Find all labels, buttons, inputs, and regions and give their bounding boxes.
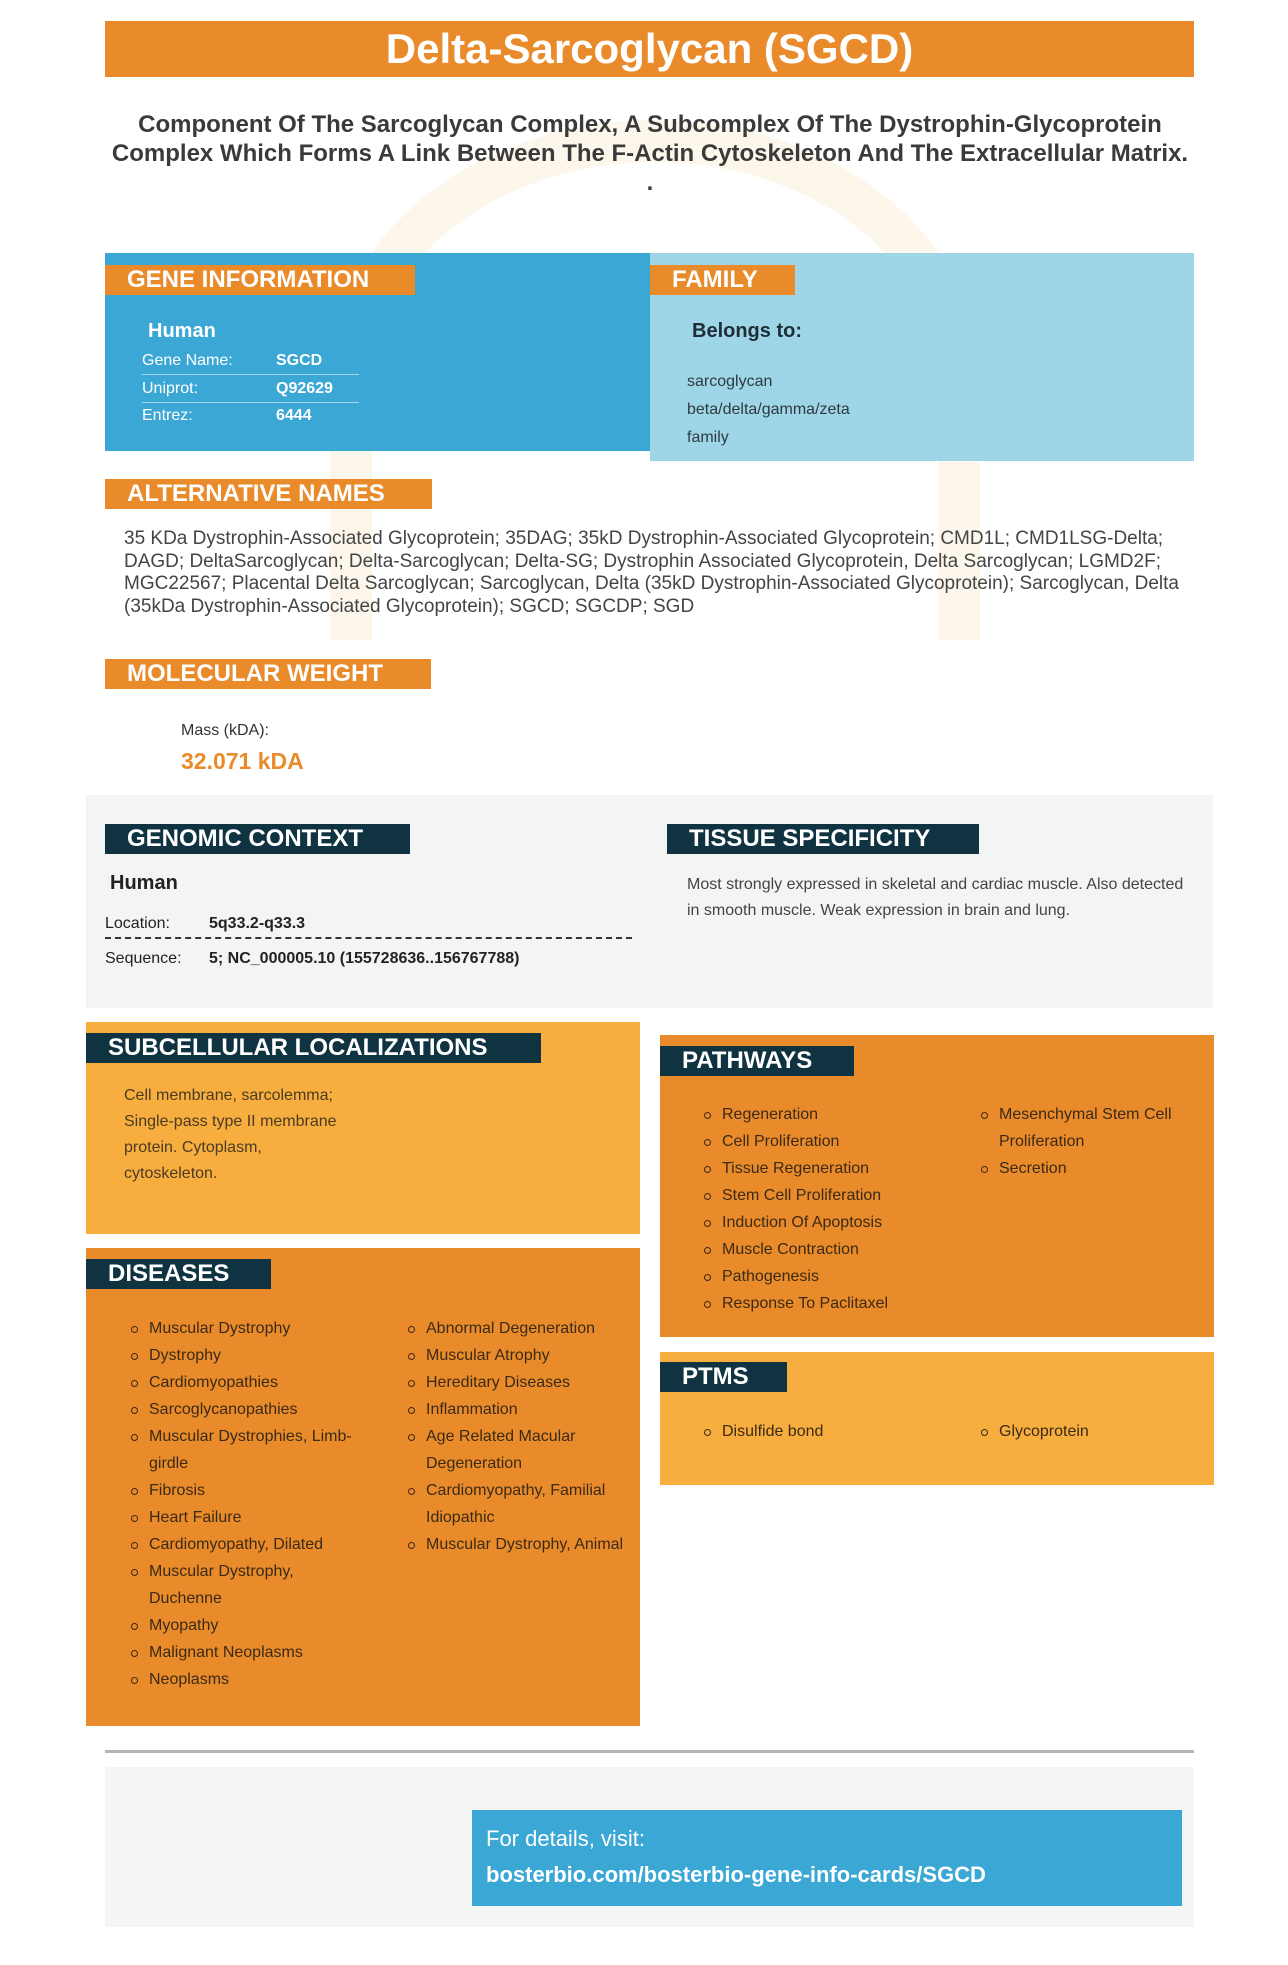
list-item: Cardiomyopathies bbox=[129, 1369, 359, 1396]
page-title: Delta-Sarcoglycan (SGCD) bbox=[105, 21, 1194, 77]
list-item: Response To Paclitaxel bbox=[702, 1290, 942, 1317]
list-item: Neoplasms bbox=[129, 1666, 359, 1693]
diseases-list-col1 bbox=[129, 1315, 359, 1693]
list-item: Abnormal Degeneration bbox=[406, 1315, 636, 1342]
list-item: Muscular Dystrophies, Limb-girdle bbox=[129, 1423, 359, 1477]
location-row bbox=[105, 909, 632, 939]
sequence-label: Sequence: bbox=[105, 950, 182, 967]
list-item: Cardiomyopathy, Familial Idiopathic bbox=[406, 1477, 636, 1531]
mass-value: 32.071 kDA bbox=[181, 748, 304, 774]
gene-name-value: SGCD bbox=[276, 352, 323, 369]
alternative-names-text: 35 KDa Dystrophin-Associated Glycoprotein; 35DAG; 35kD Dystrophin-Associated Glycoprotein; CMD1L; CMD1LSG-Delta; DAGD; DeltaSarcoglycan; Delta-Sarcoglycan; Delta-SG; Dystrophin Associated Glycoprotein, Delta Sarcoglycan; LGMD2F; MGC22567; Placental Delta Sarcoglycan; Sarcoglycan, Delta (35kD Dystrophin-Associated Glycoprotein); Sarcoglycan, Delta (35kDa Dystrophin-Associated Glycoprotein); SGCD; SGCDP; SGD bbox=[124, 528, 1179, 617]
gene-species: Human bbox=[148, 320, 216, 342]
list-item: Glycoprotein bbox=[979, 1418, 1199, 1445]
list-item: Induction Of Apoptosis bbox=[702, 1209, 942, 1236]
diseases-heading: DISEASES bbox=[86, 1259, 271, 1289]
family-belongs-label: Belongs to: bbox=[692, 320, 802, 342]
list-item: Cardiomyopathy, Dilated bbox=[129, 1531, 359, 1558]
gene-name-row bbox=[142, 347, 359, 375]
family-value: sarcoglycan beta/delta/gamma/zeta family bbox=[687, 373, 850, 446]
list-item: Tissue Regeneration bbox=[702, 1155, 942, 1182]
list-item: Stem Cell Proliferation bbox=[702, 1182, 942, 1209]
page-subtitle: Component Of The Sarcoglycan Complex, A Subcomplex Of The Dystrophin-Glycoprotein Complex Which Forms A Link Between The F-Actin Cytoskeleton And The Extracellular Matrix. . bbox=[111, 111, 1189, 196]
diseases-list-col2 bbox=[406, 1315, 636, 1558]
list-item: Cell Proliferation bbox=[702, 1128, 942, 1155]
tissue-specificity-text: Most strongly expressed in skeletal and cardiac muscle. Also detected in smooth muscle. Weak expression in brain and lung. bbox=[687, 876, 1184, 919]
alternative-names-heading: ALTERNATIVE NAMES bbox=[105, 479, 432, 509]
location-label: Location: bbox=[105, 915, 170, 932]
uniprot-row bbox=[142, 375, 359, 403]
family-heading: FAMILY bbox=[650, 265, 795, 295]
list-item: Fibrosis bbox=[129, 1477, 359, 1504]
pathways-list-col1 bbox=[702, 1101, 942, 1317]
gene-information-heading: GENE INFORMATION bbox=[105, 265, 415, 295]
mass-label: Mass (kDA): bbox=[181, 722, 269, 739]
entrez-label: Entrez: bbox=[142, 407, 193, 424]
list-item: Heart Failure bbox=[129, 1504, 359, 1531]
list-item: Muscular Dystrophy, Duchenne bbox=[129, 1558, 359, 1612]
subcellular-text: Cell membrane, sarcolemma; Single-pass type II membrane protein. Cytoplasm, cytoskeleton. bbox=[124, 1087, 337, 1182]
list-item: Sarcoglycanopathies bbox=[129, 1396, 359, 1423]
visit-url-link[interactable]: bosterbio.com/bosterbio-gene-info-cards/SGCD bbox=[486, 1862, 986, 1887]
visit-label: For details, visit: bbox=[486, 1826, 645, 1851]
list-item: Muscular Dystrophy bbox=[129, 1315, 359, 1342]
subcellular-heading: SUBCELLULAR LOCALIZATIONS bbox=[86, 1033, 541, 1063]
sequence-value: 5; NC_000005.10 (155728636..156767788) bbox=[209, 950, 520, 967]
list-item: Age Related Macular Degeneration bbox=[406, 1423, 636, 1477]
list-item: Muscle Contraction bbox=[702, 1236, 942, 1263]
list-item: Regeneration bbox=[702, 1101, 942, 1128]
molecular-weight-heading: MOLECULAR WEIGHT bbox=[105, 659, 431, 689]
list-item: Pathogenesis bbox=[702, 1263, 942, 1290]
entrez-row bbox=[142, 402, 359, 430]
uniprot-label: Uniprot: bbox=[142, 380, 199, 397]
pathways-list-col2 bbox=[979, 1101, 1199, 1182]
list-item: Malignant Neoplasms bbox=[129, 1639, 359, 1666]
entrez-value: 6444 bbox=[276, 407, 312, 424]
list-item: Inflammation bbox=[406, 1396, 636, 1423]
list-item: Muscular Dystrophy, Animal bbox=[406, 1531, 636, 1558]
list-item: Muscular Atrophy bbox=[406, 1342, 636, 1369]
footer-divider bbox=[105, 1750, 1194, 1753]
genomic-context-heading: GENOMIC CONTEXT bbox=[105, 824, 410, 854]
ptms-list-col2 bbox=[979, 1418, 1199, 1445]
gene-name-label: Gene Name: bbox=[142, 352, 233, 369]
list-item: Myopathy bbox=[129, 1612, 359, 1639]
location-value: 5q33.2-q33.3 bbox=[209, 915, 306, 932]
ptms-list-col1 bbox=[702, 1418, 942, 1445]
uniprot-value: Q92629 bbox=[276, 380, 333, 397]
sequence-row bbox=[105, 944, 632, 974]
list-item: Dystrophy bbox=[129, 1342, 359, 1369]
tissue-specificity-heading: TISSUE SPECIFICITY bbox=[667, 824, 979, 854]
pathways-heading: PATHWAYS bbox=[660, 1046, 854, 1076]
list-item: Mesenchymal Stem Cell Proliferation bbox=[979, 1101, 1199, 1155]
ptms-heading: PTMS bbox=[660, 1362, 787, 1392]
list-item: Disulfide bond bbox=[702, 1418, 942, 1445]
list-item: Hereditary Diseases bbox=[406, 1369, 636, 1396]
list-item: Secretion bbox=[979, 1155, 1199, 1182]
visit-link-box[interactable] bbox=[472, 1810, 1182, 1906]
genomic-species: Human bbox=[110, 872, 178, 894]
